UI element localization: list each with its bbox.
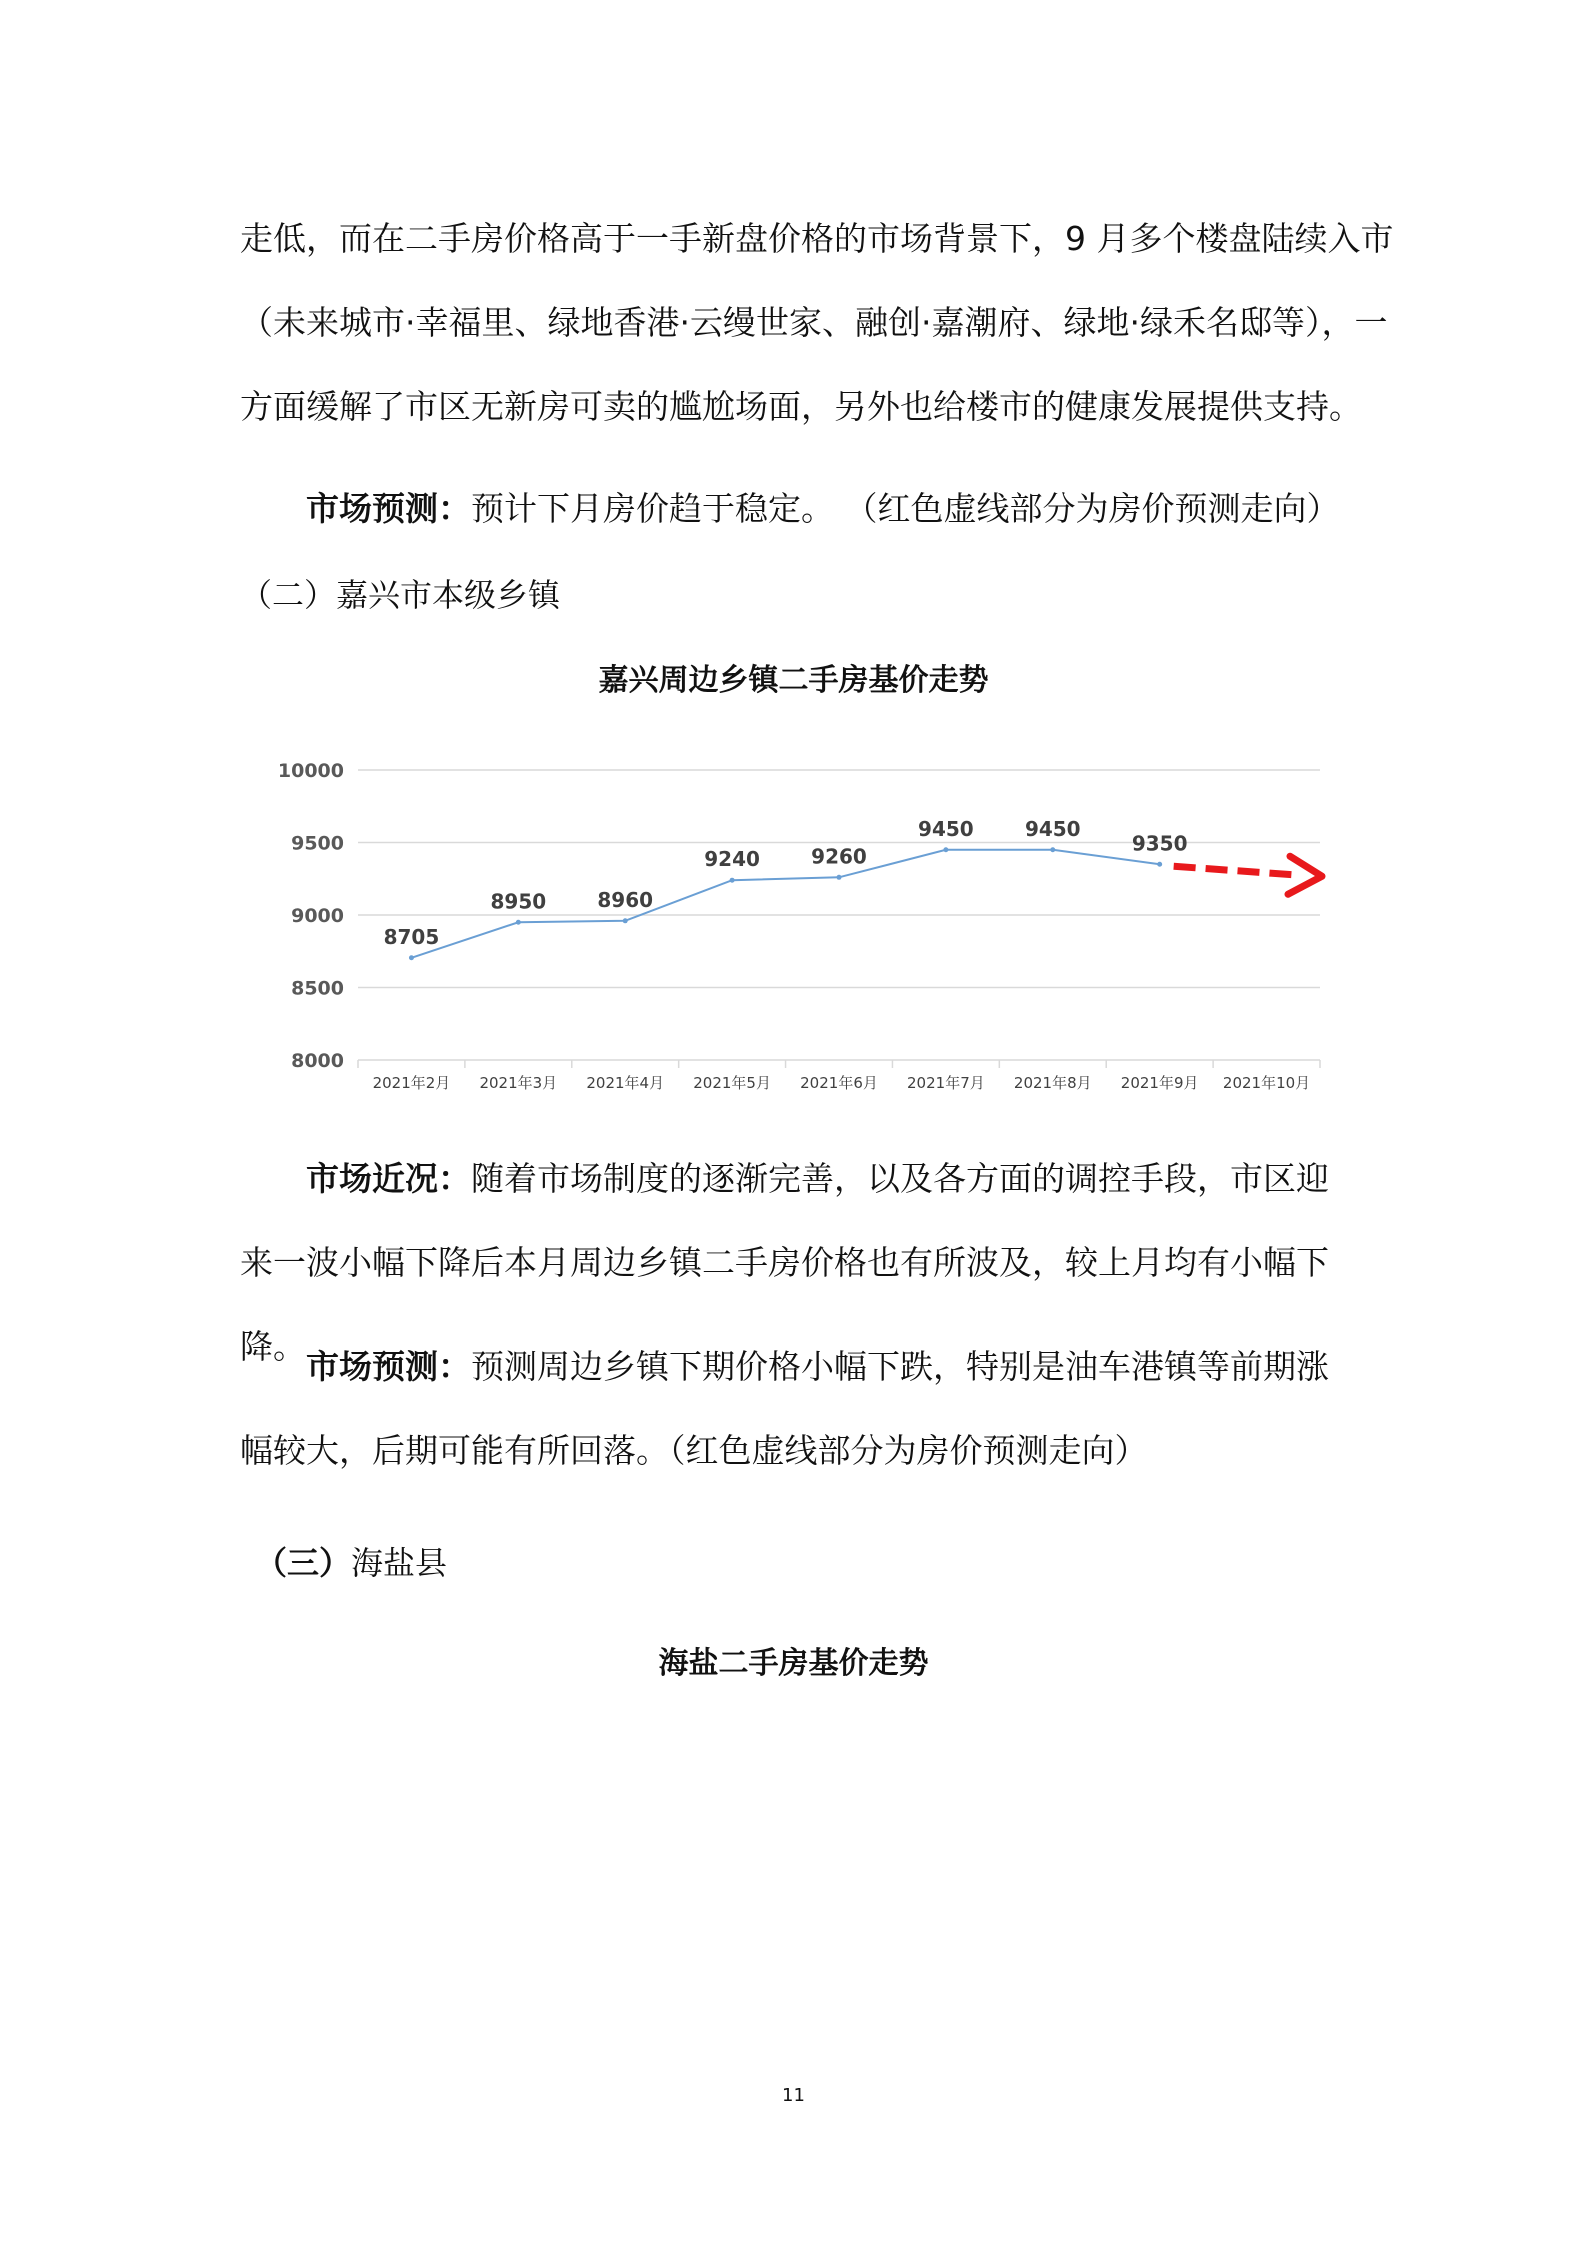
market-label: 市场近况：: [306, 1159, 471, 1198]
data-label: 9350: [1131, 831, 1188, 856]
section-heading-3: [255, 1538, 447, 1584]
paragraph-line: 走低，而在二手房价格高于一手新盘价格的市场背景下，9 月多个楼盘陆续入市: [240, 219, 1394, 258]
section-heading-text: 海盐县: [351, 1544, 448, 1582]
x-tick-label: 2021年4月: [586, 1074, 665, 1092]
data-label: 9260: [811, 844, 867, 869]
y-tick-label: 9500: [291, 832, 344, 855]
data-point: [516, 920, 521, 925]
forecast-arrow-line: [1174, 866, 1300, 875]
section-heading-number: （三）: [255, 1544, 352, 1582]
line-chart: [240, 730, 1350, 1100]
data-point: [623, 918, 628, 923]
x-tick-label: 2021年2月: [372, 1074, 451, 1092]
x-tick-label: 2021年9月: [1120, 1074, 1199, 1092]
data-point: [409, 955, 414, 960]
y-tick-label: 10000: [277, 760, 344, 782]
y-tick-label: 9000: [291, 905, 344, 927]
x-tick-label: 2021年7月: [907, 1074, 985, 1092]
chart-title-2: 海盐二手房基价走势: [658, 1646, 929, 1681]
x-tick-label: 2021年3月: [479, 1074, 558, 1092]
chart-title: 嘉兴周边乡镇二手房基价走势: [598, 663, 989, 698]
forecast-label: 市场预测：: [306, 1347, 471, 1386]
x-tick-label: 2021年5月: [693, 1074, 771, 1092]
forecast-label: 市场预测：: [306, 489, 471, 528]
section-heading-2: （二）嘉兴市本级乡镇: [240, 576, 561, 614]
market-text: 随着市场制度的逐渐完善，以及各方面的调控手段，市区迎来一波小幅下降后本月周边乡镇二手房价格也有所波及，较上月均有小幅下降。: [240, 1159, 1329, 1366]
data-label: 8950: [490, 889, 547, 914]
x-tick-label: 2021年6月: [800, 1074, 878, 1092]
data-label: 9450: [918, 816, 974, 841]
paragraph-line: 方面缓解了市区无新房可卖的尴尬场面，另外也给楼市的健康发展提供支持。: [240, 387, 1362, 426]
x-tick-label: 2021年10月: [1222, 1074, 1311, 1092]
forecast-text: 预测周边乡镇下期价格小幅下跌，特别是油车港镇等前期涨幅较大，后期可能有所回落。（红色虚线部分为房价预测走向）: [240, 1347, 1329, 1470]
data-label: 9450: [1024, 816, 1081, 841]
data-label: 8960: [597, 887, 654, 912]
forecast-arrow-head: [1288, 856, 1322, 894]
page-number: 11: [782, 2085, 805, 2106]
data-point: [837, 875, 842, 880]
forecast-paragraph-1: [306, 483, 1340, 530]
paragraph-line: （未来城市·幸福里、绿地香港·云缦世家、融创·嘉潮府、绿地·绿禾名邸等），一: [240, 303, 1388, 342]
y-tick-label: 8500: [291, 977, 344, 1000]
data-point: [1157, 862, 1162, 867]
x-tick-label: 2021年8月: [1013, 1074, 1092, 1092]
forecast-paragraph-2: [240, 1325, 1350, 1493]
data-point: [943, 847, 948, 852]
data-label: 8705: [383, 924, 440, 949]
y-tick-label: 8000: [291, 1050, 344, 1072]
data-point: [1050, 847, 1055, 852]
forecast-text: 预计下月房价趋于稳定。 （红色虚线部分为房价预测走向）: [471, 489, 1340, 528]
data-point: [730, 878, 735, 883]
data-label: 9240: [704, 847, 760, 872]
